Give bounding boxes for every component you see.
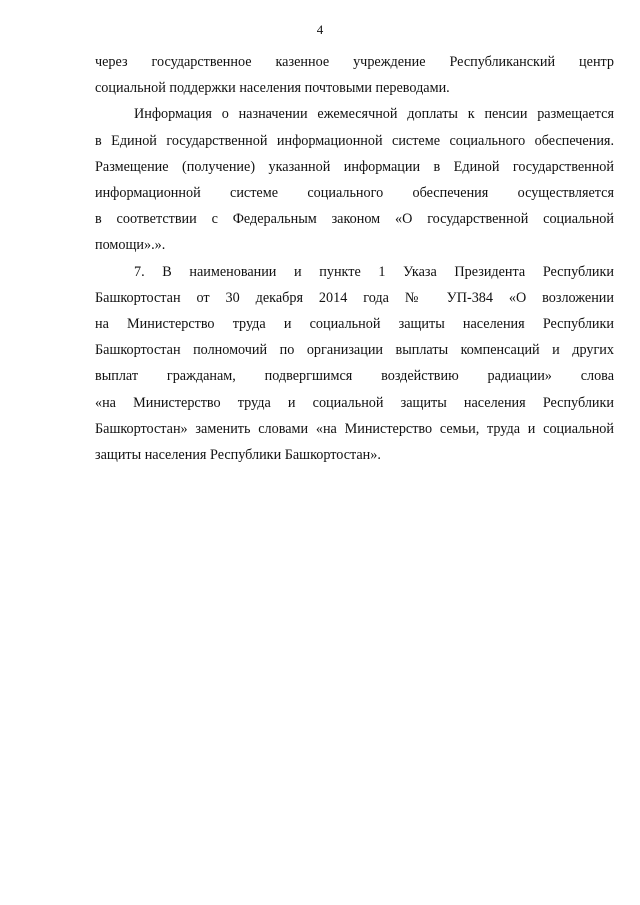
text-line: социальной поддержки населения почтовыми переводами. <box>95 80 450 97</box>
text-line: в соответствии с Федеральным законом «О государственной социальной <box>95 211 614 228</box>
text-line: в Единой государственной информационной системе социального обеспечения. <box>95 132 614 149</box>
text-line: защиты населения Республики Башкортостан». <box>95 447 381 464</box>
text-line: выплат гражданам, подвергшимся воздействию радиации» слова <box>95 368 614 385</box>
text-line: Башкортостан полномочий по организации выплаты компенсаций и других <box>95 342 614 359</box>
text-line: через государственное казенное учреждение Республиканский центр <box>95 54 614 70</box>
text-line: Размещение (получение) указанной информации в Единой государственной <box>95 158 614 175</box>
paragraph-item-7 <box>95 259 614 469</box>
text-line: «на Министерство труда и социальной защиты населения Республики <box>95 394 614 411</box>
text-line: 7. В наименовании и пункте 1 Указа Президента Республики <box>134 263 614 280</box>
text-line: на Министерство труда и социальной защиты населения Республики <box>95 316 614 333</box>
page-number: 4 <box>316 22 324 37</box>
text-line: информационной системе социального обеспечения осуществляется <box>95 185 614 202</box>
text-line: Информация о назначении ежемесячной доплаты к пенсии размещается <box>134 106 614 123</box>
text-line: Башкортостан» заменить словами «на Министерство семьи, труда и социальной <box>95 420 614 437</box>
paragraph-information-placement <box>95 101 614 258</box>
paragraph-continuation <box>95 49 614 101</box>
text-line: помощи».». <box>95 237 166 254</box>
text-line: Башкортостан от 30 декабря 2014 года № УП-384 «О возложении <box>95 289 614 306</box>
document-body <box>95 49 614 468</box>
